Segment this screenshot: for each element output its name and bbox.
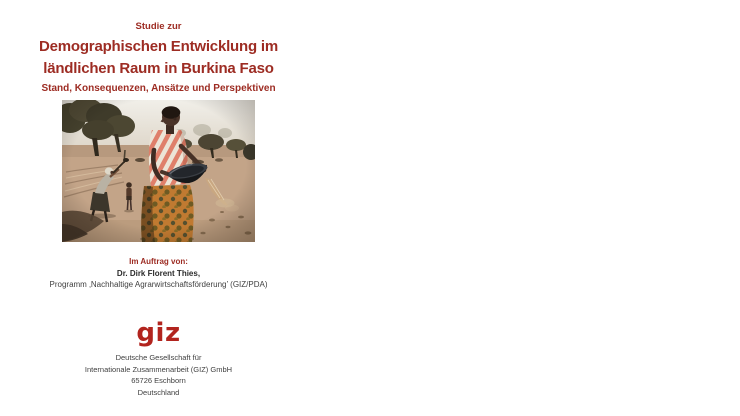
cover-subtitle: Stand, Konsequenzen, Ansätze und Perspektiven [41, 83, 276, 94]
publisher-address-line-2: Internationale Zusammenarbeit (GIZ) GmbH [84, 364, 233, 374]
publisher-address-line-4: Deutschland [137, 387, 180, 397]
cover-photo [62, 100, 255, 242]
cover-content [0, 0, 317, 416]
cover-eyebrow: Studie zur [135, 21, 182, 32]
commission-name: Dr. Dirk Florent Thies, [116, 268, 201, 278]
publisher-address-line-1: Deutsche Gesellschaft für [115, 353, 202, 362]
publisher-address-line-3: 65726 Eschborn [131, 376, 186, 385]
cover-title-line1: Demographischen Entwicklung im [38, 38, 279, 55]
giz-logo: giz [136, 318, 181, 348]
commission-heading: Im Auftrag von: [129, 257, 188, 266]
cover-photo-illustration [62, 100, 255, 242]
commission-program: Programm ‚Nachhaltige Agrarwirtschaftsförderung’ (GIZ/PDA) [49, 280, 268, 289]
photo-vignette [62, 100, 255, 242]
cover-title-line2: ländlichen Raum in Burkina Faso [43, 60, 274, 77]
